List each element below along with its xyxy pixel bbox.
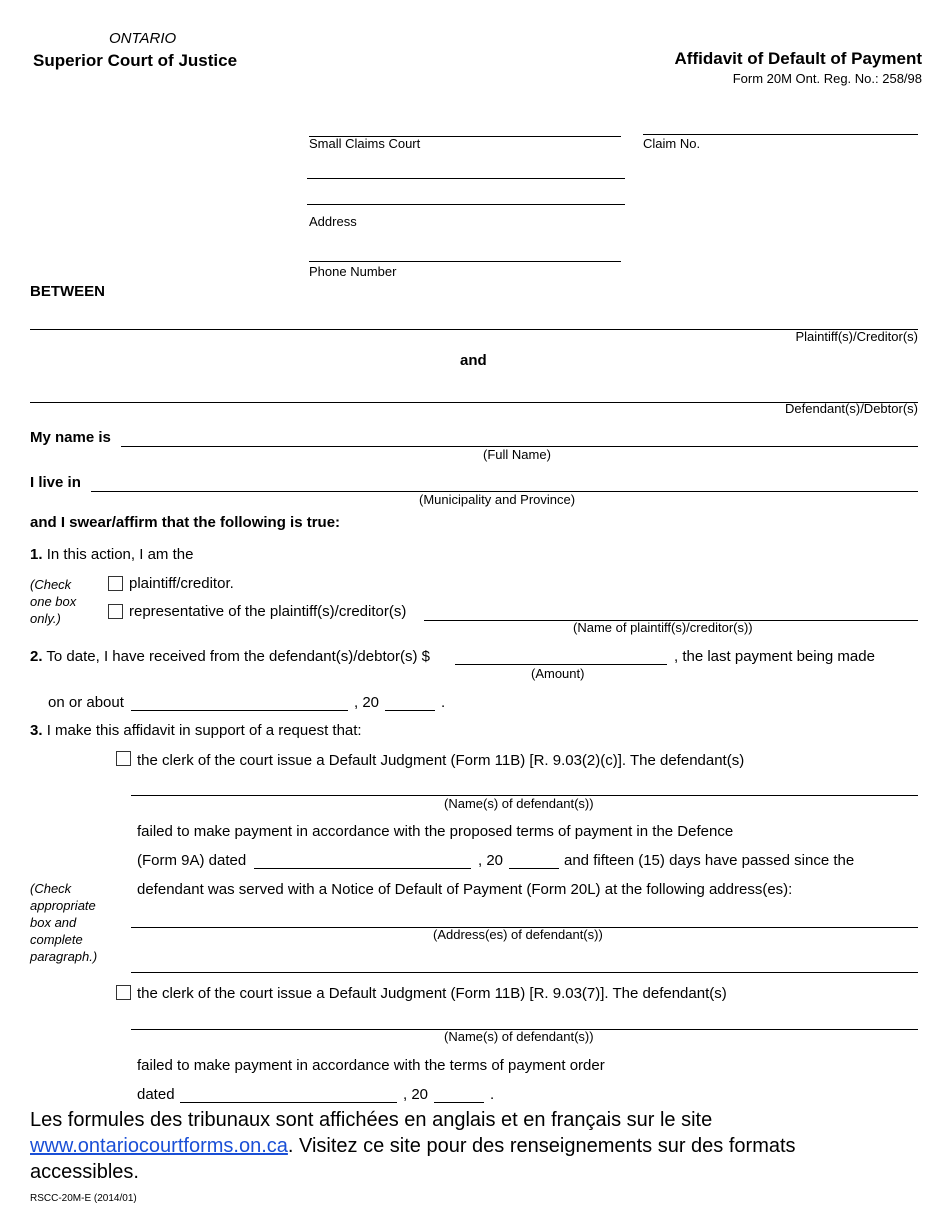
swear-statement: and I swear/affirm that the following is true: <box>30 514 341 531</box>
amount-caption: (Amount) <box>531 666 585 681</box>
last-payment-text: , the last payment being made <box>674 648 875 665</box>
para3-number: 3. <box>30 722 43 739</box>
french-notice-rest: . Visitez ce site pour des renseignements sur des formats accessibles. <box>30 1135 796 1183</box>
failed-payment-b-text: failed to make payment in accordance with the terms of payment order <box>137 1057 605 1074</box>
defendant-names-b-caption: (Name(s) of defendant(s)) <box>444 1029 594 1044</box>
defendant-address-field-2[interactable] <box>131 950 922 974</box>
plaintiff-label: Plaintiff(s)/Creditor(s) <box>795 329 918 344</box>
defendant-label: Defendant(s)/Debtor(s) <box>785 401 918 416</box>
para3-note: (Check appropriate box and complete paragraph.) <box>30 881 98 964</box>
representative-option: representative of the plaintiff(s)/creditor(s) <box>129 603 407 620</box>
french-notice-line-1: Les formules des tribunaux sont affichées en anglais et en français sur le site <box>30 1109 713 1131</box>
plaintiff-creditor-option: plaintiff/creditor. <box>129 575 234 592</box>
claim-number-field[interactable] <box>643 112 922 136</box>
default-judgment-903-7-checkbox[interactable] <box>116 985 131 1000</box>
para2-number: 2. <box>30 648 43 665</box>
option-b-text: the clerk of the court issue a Default Judgment (Form 11B) [R. 9.03(7)]. The defendant(s) <box>137 985 727 1002</box>
between-heading: BETWEEN <box>30 283 105 300</box>
para1-text: In this action, I am the <box>46 546 194 563</box>
on-or-about-label: on or about <box>48 694 124 711</box>
address-line-1 <box>307 178 625 179</box>
french-notice-line-2 <box>30 1133 910 1185</box>
plaintiff-name-caption: (Name of plaintiff(s)/creditor(s)) <box>573 620 753 635</box>
amount-line <box>455 664 667 665</box>
defendant-address-caption: (Address(es) of defendant(s)) <box>433 927 603 942</box>
court-name: Superior Court of Justice <box>33 51 238 70</box>
order-period: . <box>490 1086 495 1103</box>
order-year-line <box>434 1102 484 1103</box>
defendant-address-line-2 <box>131 972 918 973</box>
para1-note: (Check one box only.) <box>30 577 77 626</box>
municipality-caption: (Municipality and Province) <box>419 492 576 507</box>
defendant-names-a-field[interactable] <box>131 773 922 797</box>
option-a-text: the clerk of the court issue a Default Judgment (Form 11B) [R. 9.03(2)(c)]. The defendant(s) <box>137 752 745 769</box>
defendant-names-a-caption: (Name(s) of defendant(s)) <box>444 796 594 811</box>
payment-date-field[interactable] <box>131 688 352 712</box>
small-claims-court-label: Small Claims Court <box>309 136 421 151</box>
payment-year-field[interactable] <box>385 688 439 712</box>
payment-year-prefix: , 20 <box>354 694 380 711</box>
payment-period: . <box>441 694 446 711</box>
form9a-year-field[interactable] <box>509 846 563 870</box>
order-year-field[interactable] <box>434 1080 488 1104</box>
form-code: RSCC-20M-E (2014/01) <box>30 1193 137 1204</box>
failed-payment-a-text: failed to make payment in accordance with the proposed terms of payment in the Defence <box>137 823 734 840</box>
plaintiff-field[interactable] <box>30 307 922 331</box>
full-name-caption: (Full Name) <box>483 447 551 462</box>
phone-number-line <box>309 261 621 262</box>
phone-number-label: Phone Number <box>309 264 397 279</box>
form9a-dated-label: (Form 9A) dated <box>137 852 247 869</box>
served-notice-text: defendant was served with a Notice of Default of Payment (Form 20L) at the following address(es): <box>137 881 793 898</box>
defendant-address-field-1[interactable] <box>131 905 922 929</box>
form9a-date-line <box>254 868 471 869</box>
my-name-label: My name is <box>30 429 111 446</box>
french-notice <box>30 1107 910 1185</box>
address-line-2-field[interactable] <box>307 182 629 206</box>
address-line-1-field[interactable] <box>307 156 629 180</box>
para3 <box>30 722 362 739</box>
plaintiff-creditor-checkbox[interactable] <box>108 576 123 591</box>
i-live-in-label: I live in <box>30 474 81 491</box>
para3-text: I make this affidavit in support of a request that: <box>46 722 362 739</box>
para2 <box>30 648 430 665</box>
address-label: Address <box>309 214 357 229</box>
form-reference: Form 20M Ont. Reg. No.: 258/98 <box>732 71 922 86</box>
order-date-field[interactable] <box>180 1080 401 1104</box>
form-title: Affidavit of Default of Payment <box>674 49 922 68</box>
form9a-year-line <box>509 868 559 869</box>
fifteen-days-text: and fifteen (15) days have passed since the <box>564 852 855 869</box>
claim-number-label: Claim No. <box>643 136 701 151</box>
full-name-field[interactable] <box>121 424 922 448</box>
defendant-names-b-field[interactable] <box>131 1007 922 1031</box>
ontario-court-forms-link[interactable]: www.ontariocourtforms.on.ca <box>30 1135 288 1157</box>
address-line-2 <box>307 204 625 205</box>
form9a-year-prefix: , 20 <box>478 852 504 869</box>
municipality-field[interactable] <box>91 469 922 493</box>
and-label: and <box>460 352 487 369</box>
order-dated-label: dated <box>137 1086 175 1103</box>
province-label: ONTARIO <box>109 30 177 47</box>
plaintiff-line <box>30 329 918 330</box>
small-claims-court-field[interactable] <box>309 114 625 138</box>
representative-checkbox[interactable] <box>108 604 123 619</box>
claim-number-line <box>643 134 918 135</box>
order-date-line <box>180 1102 397 1103</box>
payment-date-line <box>131 710 348 711</box>
para2-text: To date, I have received from the defendant(s)/debtor(s) $ <box>46 648 430 665</box>
phone-number-field[interactable] <box>309 239 625 263</box>
plaintiff-name-field[interactable] <box>424 598 922 622</box>
default-judgment-903-2c-checkbox[interactable] <box>116 751 131 766</box>
amount-field[interactable] <box>455 642 671 666</box>
para1 <box>30 546 193 563</box>
form9a-date-field[interactable] <box>254 846 475 870</box>
order-year-prefix: , 20 <box>403 1086 429 1103</box>
para1-number: 1. <box>30 546 43 563</box>
payment-year-line <box>385 710 435 711</box>
